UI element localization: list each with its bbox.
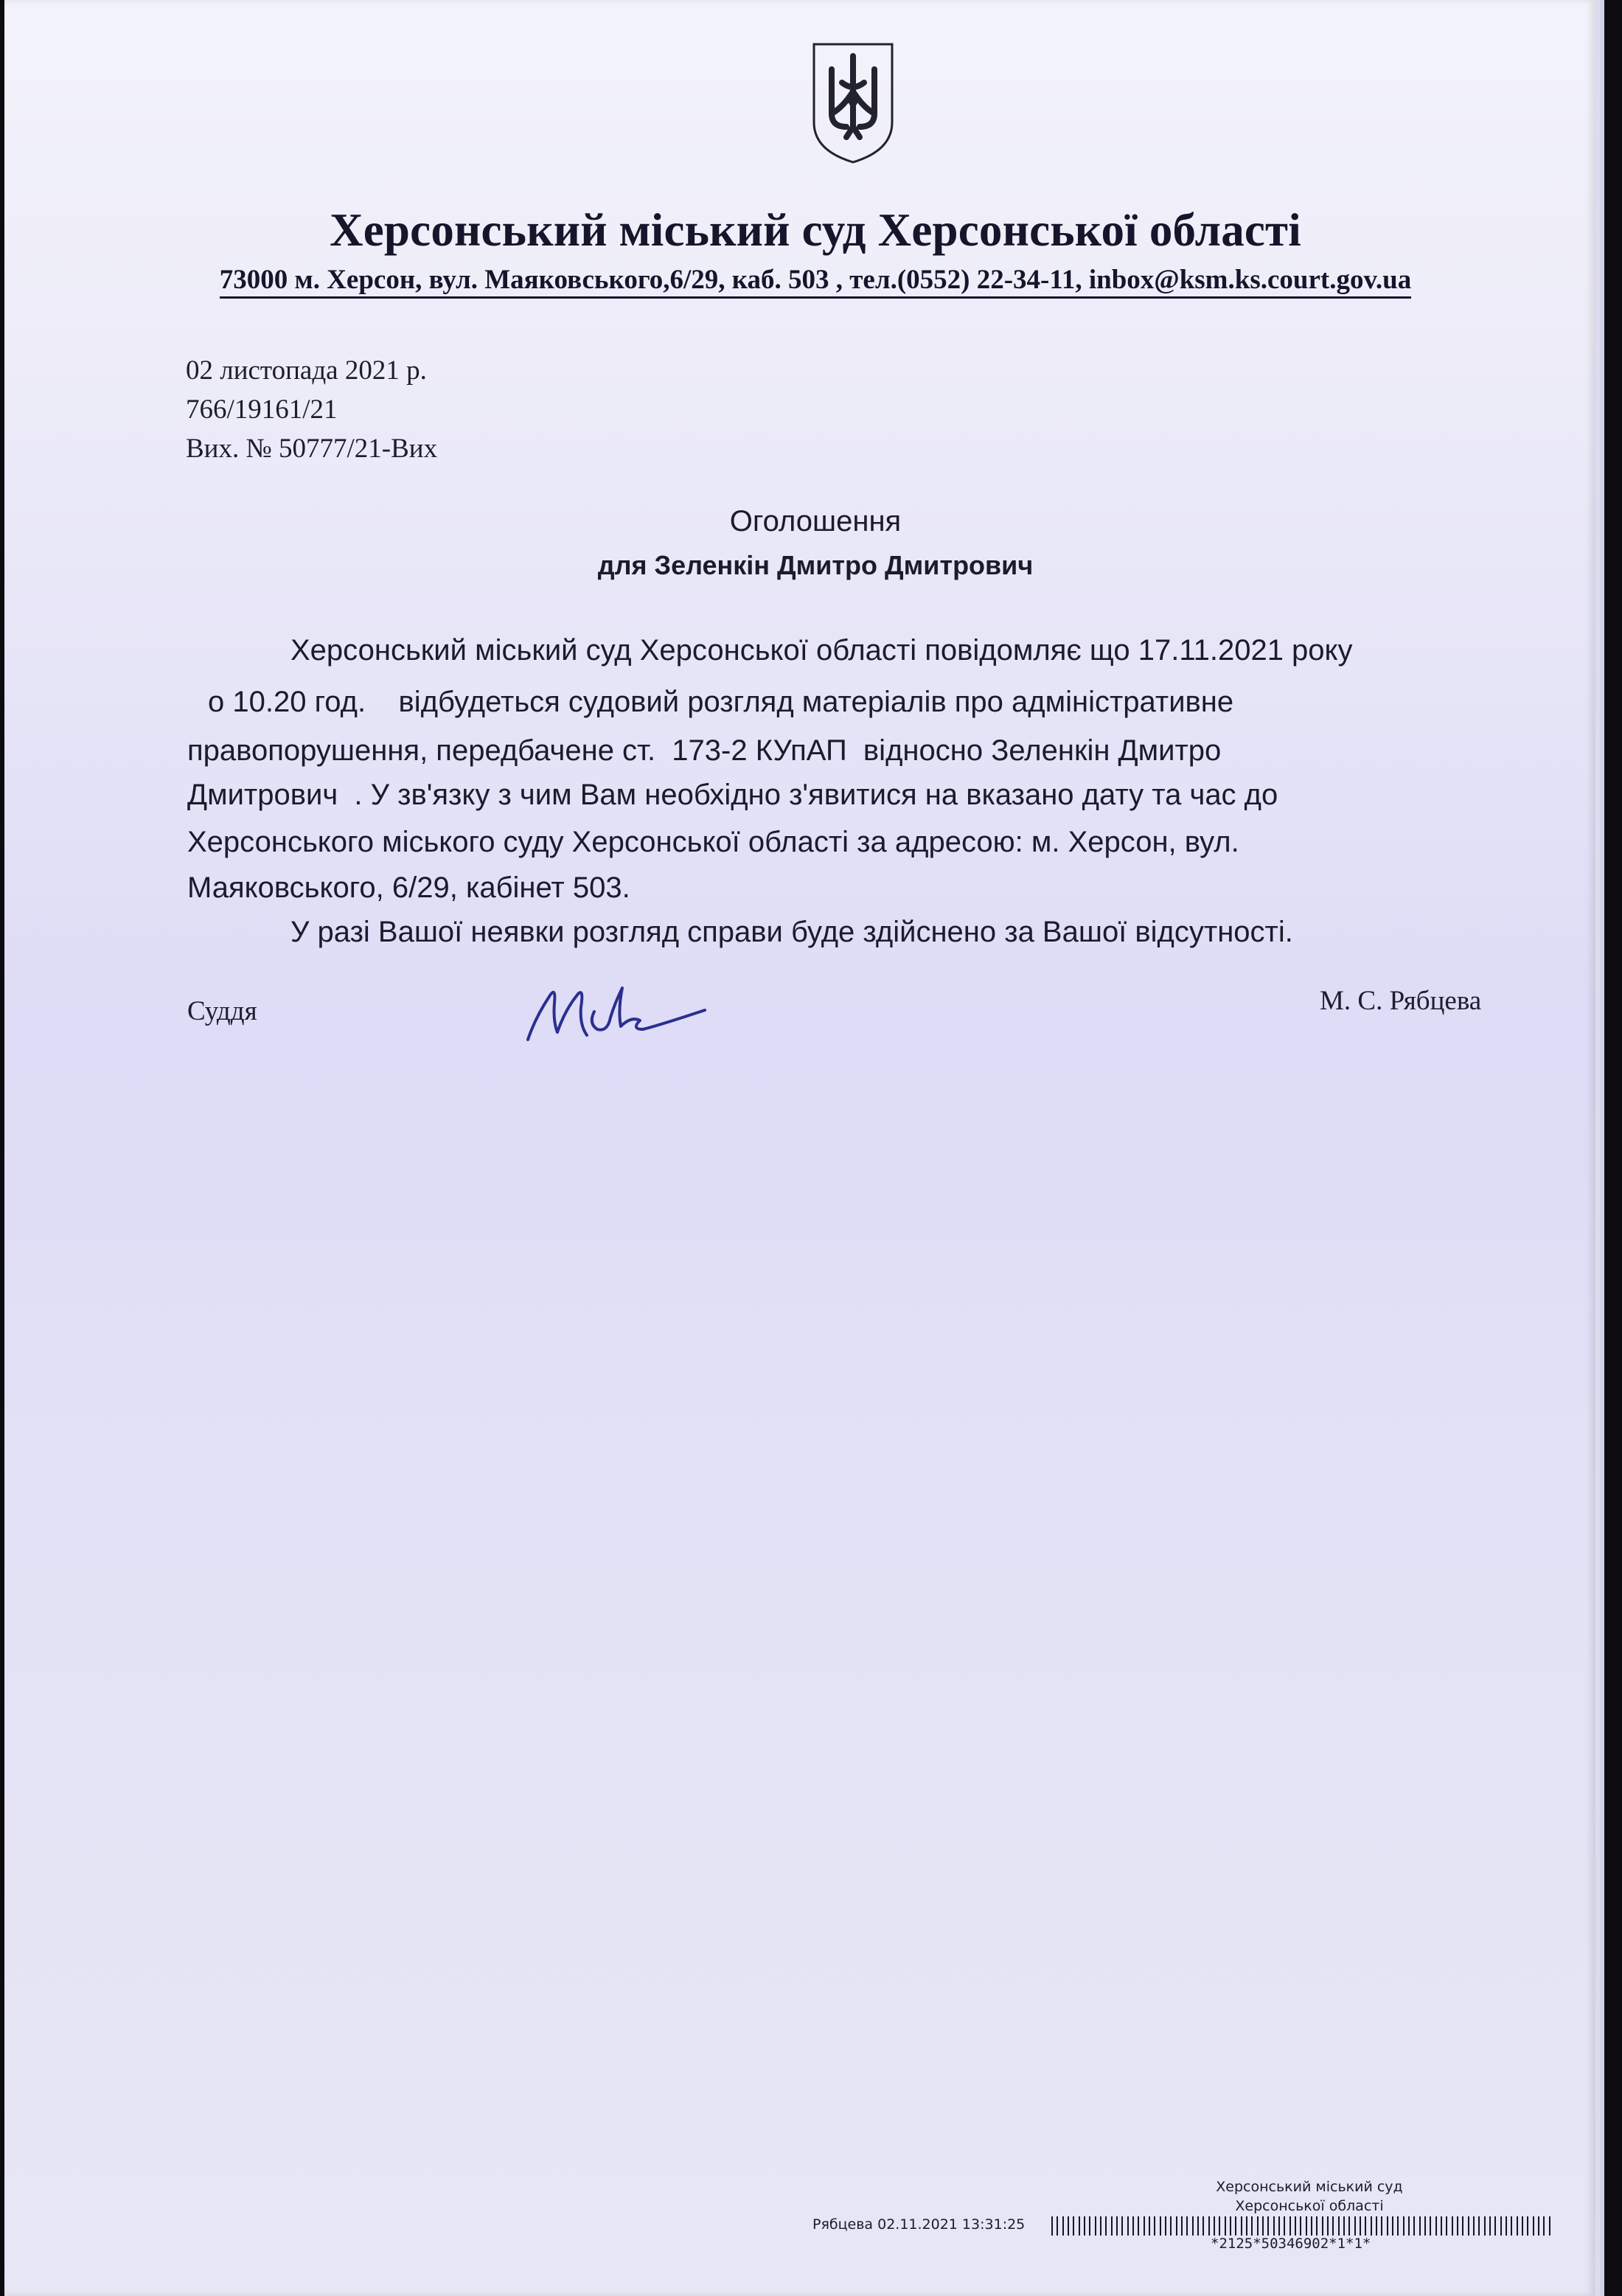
paragraph-line-7: У разі Вашої неявки розгляд справи буде здійснено за Вашої відсутності. <box>290 916 1293 948</box>
signature-role-label: Суддя <box>187 996 257 1026</box>
footer-court-line-1: Херсонський міський суд <box>1216 2179 1403 2195</box>
coat-of-arms-trident-icon <box>810 40 897 165</box>
document-meta <box>186 351 437 468</box>
paragraph-line-4: Дмитрович . У зв'язку з чим Вам необхідно з'явитися на вказано дату та час до <box>187 779 1278 811</box>
paragraph-line-2: о 10.20 год. відбудеться судовий розгляд матеріалів про адміністративне <box>208 686 1234 718</box>
outgoing-number: Вих. № 50777/21-Вих <box>186 434 438 464</box>
document-date: 02 листопада 2021 р. <box>186 355 427 386</box>
document-addressee: для Зеленкін Дмитро Дмитрович <box>597 550 1034 580</box>
court-address-text: 73000 м. Херсон, вул. Маяковського,6/29, каб. 503 , тел.(0552) 22-34-11, inbox@ksm.ks.court.gov.ua <box>220 265 1412 299</box>
paragraph-line-6: Маяковського, 6/29, кабінет 503. <box>187 872 630 904</box>
footer-court-line-2: Херсонської області <box>1235 2198 1384 2214</box>
handwritten-signature <box>521 959 712 1047</box>
signer-name: М. С. Рябцева <box>1320 986 1482 1016</box>
paragraph-line-5: Херсонського міського суду Херсонської області за адресою: м. Херсон, вул. <box>187 826 1239 858</box>
court-name-heading: Херсонський міський суд Херсонської області <box>330 204 1301 256</box>
document-title: Оголошення <box>729 505 902 538</box>
document-page <box>4 0 1595 2296</box>
case-number: 766/19161/21 <box>186 394 338 425</box>
paragraph-line-3: правопорушення, передбачене ст. 173-2 КУпАП відносно Зеленкін Дмитро <box>187 734 1222 767</box>
barcode-icon <box>1051 2216 1553 2236</box>
court-address-line <box>4 264 1622 296</box>
barcode-number: *2125*50346902*1*1* <box>1211 2236 1371 2252</box>
paragraph-line-1: Херсонський міський суд Херсонської області повідомляє що 17.11.2021 року <box>290 634 1353 667</box>
footer-signature-stamp: Рябцева 02.11.2021 13:31:25 <box>812 2216 1026 2233</box>
